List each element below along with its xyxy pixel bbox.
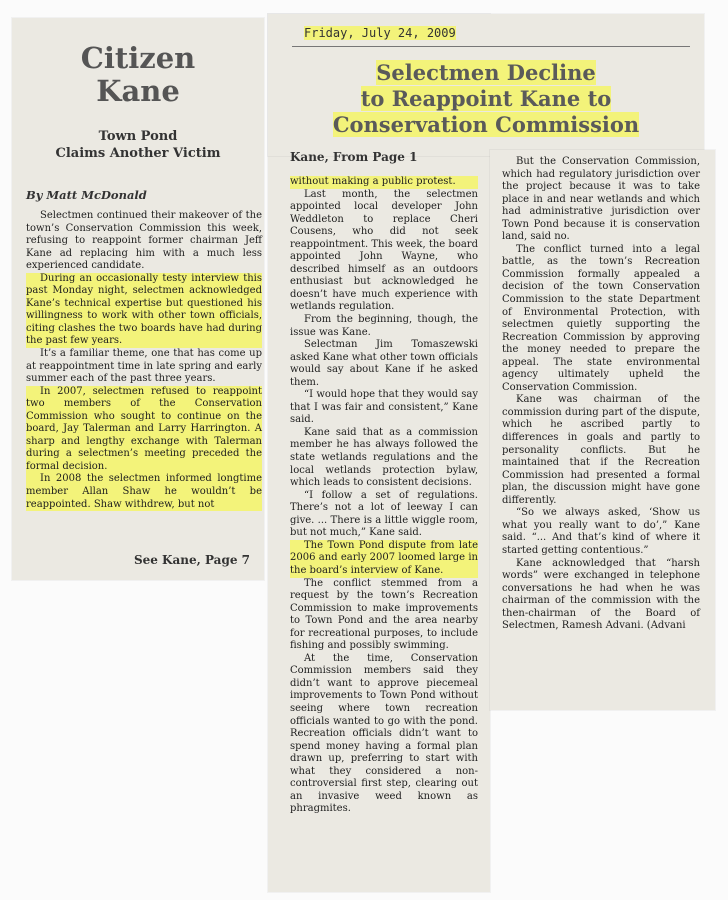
paragraph: Kane said that as a commission member he has always followed the state wetlands regulations and the local wetlands protection bylaw, which leads to consistent decisions.: [290, 426, 478, 489]
paragraph: At the time, Conservation Commission members said they didn’t want to approve piecemeal improvements to Town Pond without seeing where town recreation officials wanted to go with the pond. Recreation officials didn’t want to spend money having a formal plan drawn up, preferring to start with what they considered a non-controversial first step, clearing out an invasive weed known as phragmites.: [290, 652, 478, 815]
paragraph: Selectman Jim Tomaszewski asked Kane what other town officials would say about Kane if he asked them.: [290, 339, 478, 388]
kicker-line-2: Kane: [96, 74, 180, 108]
middle-column-container: [268, 14, 490, 892]
dateline: Friday, July 24, 2009: [304, 26, 456, 40]
headline-line-1: Selectmen Decline: [376, 60, 596, 85]
headline-line-2: to Reappoint Kane to: [360, 86, 612, 111]
paragraph: It’s a familiar theme, one that has come up at reappointment time in late spring and early summer each of the past three years.: [26, 348, 262, 385]
paragraph: Last month, the selectmen appointed local developer John Weddleton to replace Cheri Cousens, who did not seek reappointment. This week, the board appointed John Wayne, who described himself as an outdoors enthusiast but acknowledged he doesn’t have much experience with wetlands regulation.: [290, 188, 478, 313]
subhead-line-1: Town Pond: [98, 129, 178, 144]
jump-line: See Kane, Page 7: [133, 553, 250, 567]
paragraph-highlighted: The Town Pond dispute from late 2006 and early 2007 loomed large in the board’s interview of Kane.: [290, 539, 478, 576]
continued-from: Kane, From Page 1: [290, 150, 418, 164]
paragraph: Kane acknowledged that “harsh words” were exchanged in telephone conversations he had when he was chairman of the commission with the then-chairman of the Board of Selectmen, Ramesh Advani. (Advani: [502, 557, 700, 632]
paragraph: Kane was chairman of the commission during part of the dispute, which he ascribed partly to differences in goals and partly to personality conflicts. But he maintained that if the Recreation Commission had presented a formal plan, the discussion might have gone differently.: [502, 394, 700, 506]
paragraph: “I would hope that they would say that I was fair and consistent,” Kane said.: [290, 389, 478, 426]
right-article-body: [502, 156, 700, 633]
paragraph: From the beginning, though, the issue was Kane.: [290, 314, 478, 338]
kicker-line-1: Citizen: [80, 41, 196, 75]
subhead: [12, 128, 264, 162]
paragraph-highlighted: During an occasionally testy interview this past Monday night, selectmen acknowledged Kane’s technical expertise but questioned his willingness to work with other town officials, citing clashes the two boards have had during the past few years.: [26, 272, 262, 347]
right-clipping: [490, 150, 715, 710]
headline-line-3: Conservation Commission: [332, 112, 640, 137]
paragraph: The conflict stemmed from a request by the town’s Recreation Commission to make improvements to Town Pond and the area nearby for recreational purposes, to include fishing and possibly swimming.: [290, 577, 478, 652]
middle-article-body: [290, 176, 478, 816]
paragraph: But the Conservation Commission, which had regulatory jurisdiction over the project because it was to take place in and near wetlands and which had administrative jurisdiction over Town Pond because it is conservation land, said no.: [502, 156, 700, 243]
paragraph-highlighted: In 2008 the selectmen informed longtime member Allan Shaw he wouldn’t be reappointed. Shaw withdrew, but not: [26, 473, 262, 510]
byline: By Matt McDonald: [26, 188, 147, 202]
kicker-title: [12, 42, 264, 108]
paragraph: Selectmen continued their makeover of the town’s Conservation Commission this week, refusing to reappoint former chairman Jeff Kane ad replacing him with a much less experienced candidate.: [26, 210, 262, 272]
paragraph-highlighted: without making a public protest.: [290, 176, 478, 189]
subhead-line-2: Claims Another Victim: [55, 146, 221, 161]
left-clipping: [12, 18, 264, 580]
left-article-body: [26, 210, 262, 511]
paragraph-highlighted: In 2007, selectmen refused to reappoint two members of the Conservation Commission who sought to continue on the board, Jay Talerman and Larry Harrington. A sharp and lengthy exchange with Talerman during a selectmen’s meeting preceded the formal decision.: [26, 385, 262, 472]
paragraph: “I follow a set of regulations. There’s not a lot of leeway I can give. ... There is a little wiggle room, but not much,” Kane said.: [290, 489, 478, 539]
paragraph: “So we always asked, ‘Show us what you really want to do’,” Kane said. “... And that’s kind of where it started getting contentious.”: [502, 507, 700, 556]
paragraph: The conflict turned into a legal battle, as the town’s Recreation Commission formally appealed a decision of the town Conservation Commission to the state Department of Environmental Protection, with selectmen quietly supporting the Recreation Commission by approving the money needed to prepare the appeal. The state environmental agency ultimately upheld the Conservation Commission.: [502, 243, 700, 393]
